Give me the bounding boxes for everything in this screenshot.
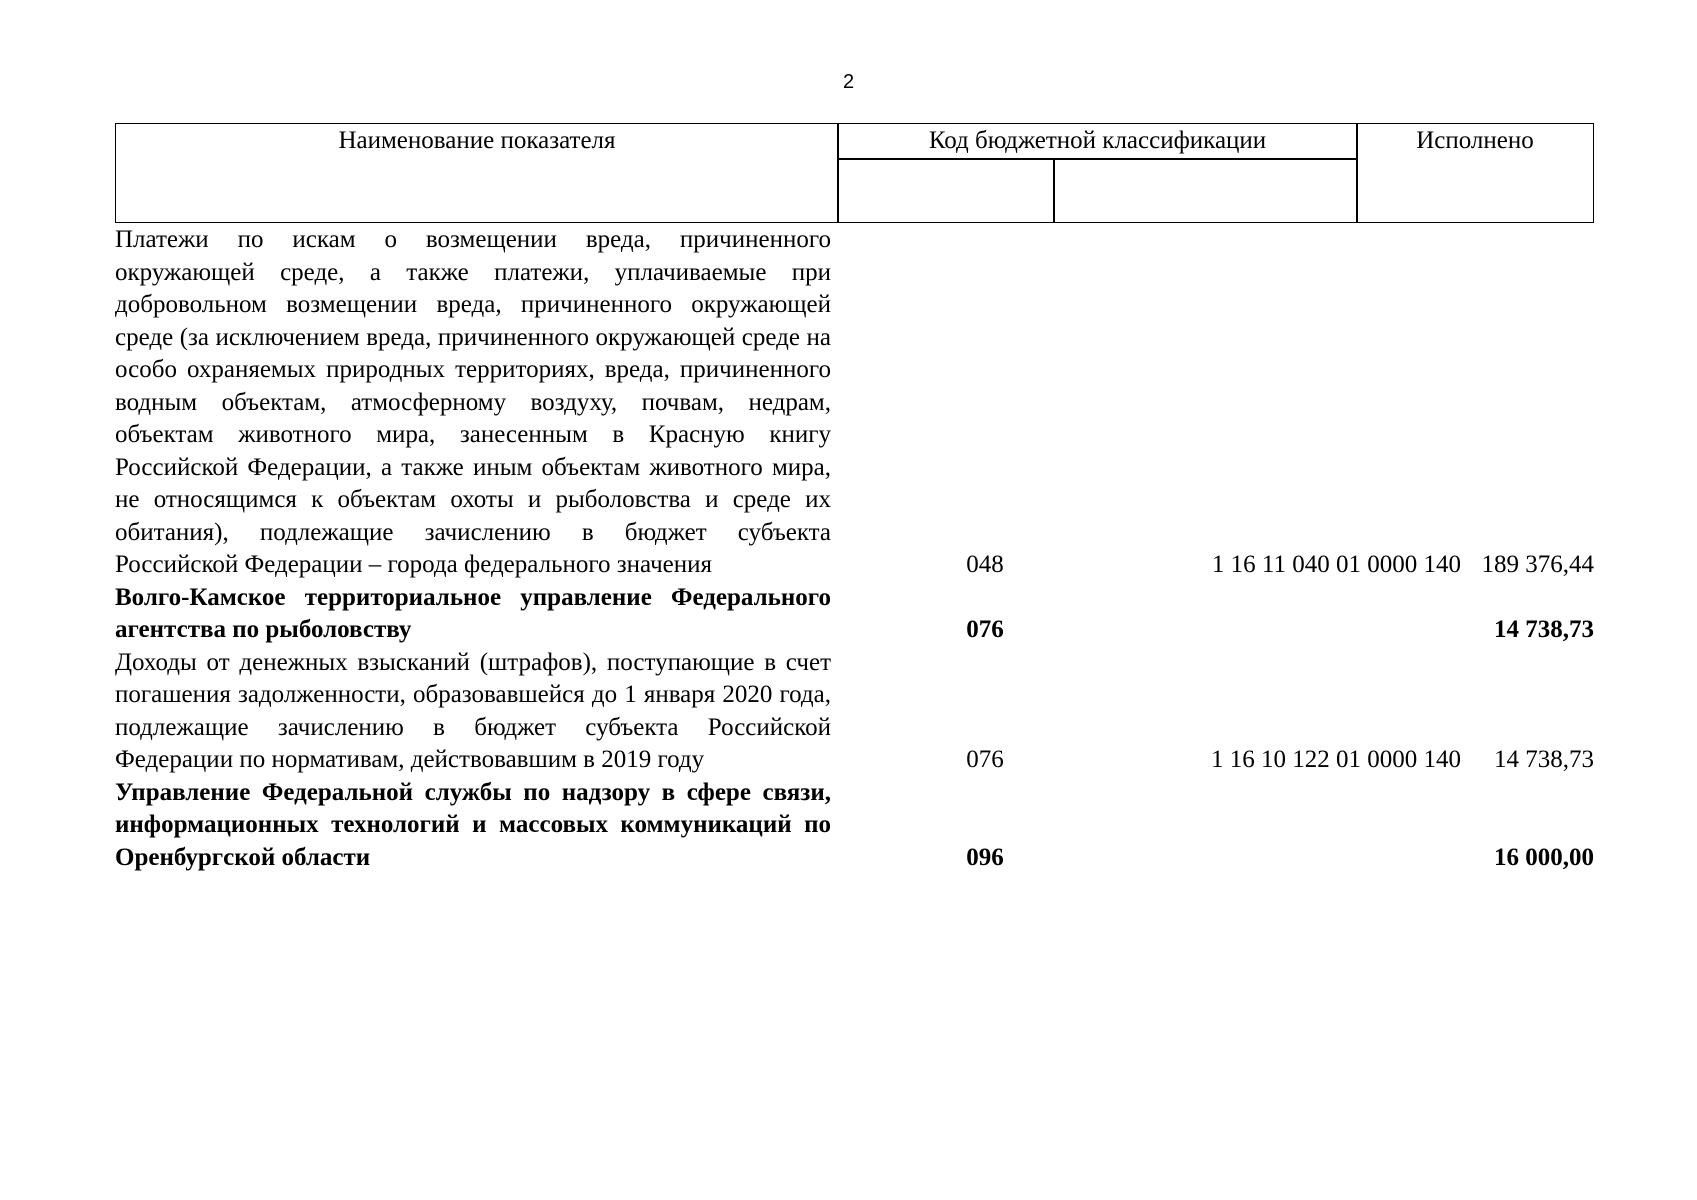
- header-divider-2: [1356, 124, 1358, 222]
- header-divider-1: [837, 124, 839, 222]
- header-value-column: Исполнено: [1416, 127, 1534, 154]
- row-executed-value: 14 738,73: [1494, 746, 1594, 773]
- row-indicator-name: Управление Федеральной службы по надзору в сфере связи, информационных технологий и массовых коммуникаций по Оренбургской области: [115, 778, 831, 871]
- table-row: [115, 582, 1594, 647]
- row-admin-code: 096: [966, 843, 1004, 871]
- table-header: [115, 123, 1594, 223]
- row-indicator-name: Волго-Камское территориальное управление Федерального агентства по рыболовству: [115, 583, 831, 643]
- row-executed-value: 189 376,44: [1481, 551, 1594, 578]
- row-indicator-name: Доходы от денежных взысканий (штрафов), поступающие в счет погашения задолженности, образовавшейся до 1 января 2020 года, подлежащие зачислению в бюджет субъекта Российской Федерации по нормативам, действовавшим в 2019 году: [115, 648, 831, 773]
- row-admin-code: 048: [966, 551, 1004, 578]
- row-executed-value: 14 738,73: [1494, 616, 1594, 643]
- row-indicator-name: Платежи по искам о возмещении вреда, причиненного окружающей среде, а также платежи, уплачиваемые при добровольном возмещении вреда, причиненного окружающей среде (за исключением вреда, причиненного окружающей среде на особо охраняемых природных территориях, вреда, причиненного водным объектам, атмосферному воздуху, почвам, недрам, объектам животного мира, занесенным в Красную книгу Российской Федерации, а также иным объектам животного мира, не относящимся к объектам охоты и рыболовства и среде их обитания), подлежащие зачислению в бюджет субъекта Российской Федерации – города федерального значения: [115, 226, 831, 578]
- header-name-column: Наименование показателя: [338, 127, 616, 154]
- header-code-subrule: [838, 158, 1357, 160]
- table-row: [115, 224, 1594, 582]
- header-code-subdivider: [1053, 158, 1055, 222]
- header-code-column: Код бюджетной классификации: [928, 127, 1267, 154]
- table-row: [115, 647, 1594, 777]
- row-income-code: 1 16 10 122 01 0000 140: [1211, 746, 1461, 773]
- table-row: [115, 777, 1594, 875]
- table-body: [115, 224, 1594, 874]
- row-admin-code: 076: [966, 746, 1004, 773]
- row-executed-value: 16 000,00: [1494, 843, 1594, 871]
- row-admin-code: 076: [966, 616, 1004, 643]
- row-income-code: 1 16 11 040 01 0000 140: [1211, 551, 1461, 578]
- page-number: 2: [842, 71, 855, 93]
